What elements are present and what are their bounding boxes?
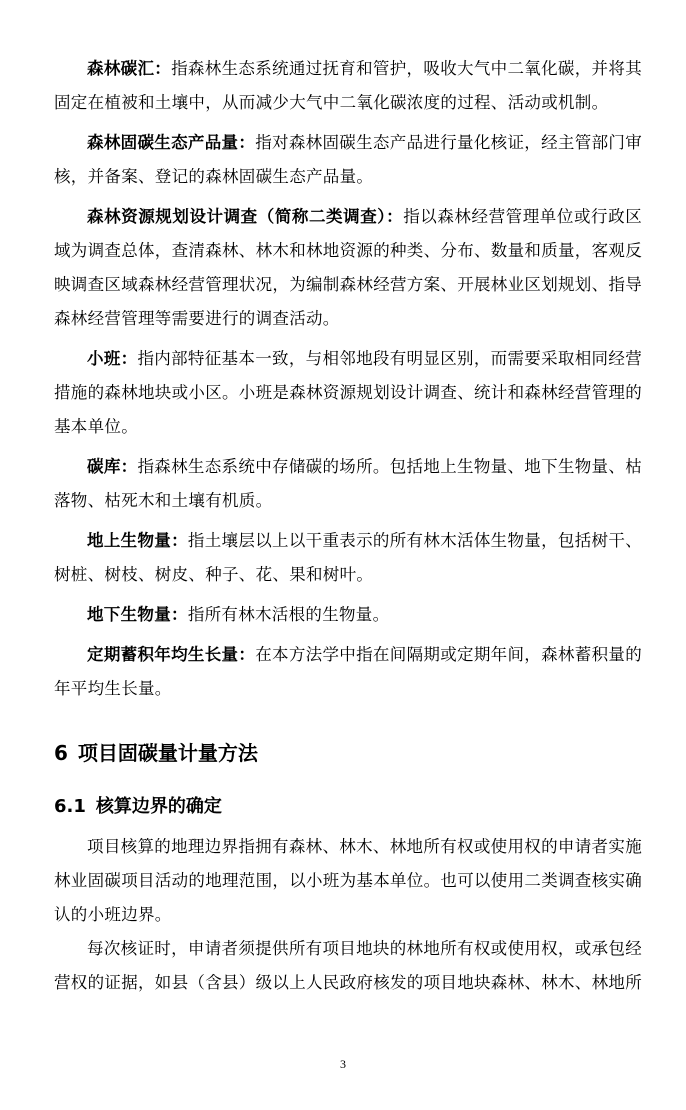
subsection-heading — [54, 790, 642, 824]
definition-aboveground-biomass — [54, 524, 642, 592]
term-label: 碳库 — [87, 457, 121, 476]
term-separator: ： — [171, 531, 188, 550]
definition-forest-carbon-sink — [54, 52, 642, 120]
term-separator: ： — [386, 207, 404, 226]
term-label: 森林资源规划设计调查（简称二类调查） — [87, 207, 387, 226]
definition-text: 在本方法学中指在间隔期或定期年间，森林蓄积量的年平均生长量。 — [54, 645, 643, 698]
definition-subcompartment — [54, 342, 642, 444]
definition-text: 指对森林固碳生态产品进行量化核证，经主管部门审核，并备案、登记的森林固碳生态产品量。 — [54, 133, 643, 186]
definition-periodic-growth — [54, 638, 642, 706]
term-separator: ： — [238, 645, 256, 664]
term-label: 定期蓄积年均生长量 — [87, 645, 239, 664]
term-label: 地上生物量 — [87, 531, 172, 550]
term-label: 森林固碳生态产品量 — [87, 133, 239, 152]
subsection-title: 核算边界的确定 — [95, 796, 222, 817]
definition-carbon-pool — [54, 450, 642, 518]
definition-text: 指土壤层以上以干重表示的所有林木活体生物量，包括树干、树桩、树枝、树皮、种子、花、果和树叶。 — [54, 531, 642, 584]
definition-text: 指森林生态系统中存储碳的场所。包括地上生物量、地下生物量、枯落物、枯死木和土壤有机质。 — [54, 457, 642, 510]
definition-forest-survey — [54, 200, 642, 336]
definition-text: 指内部特征基本一致，与相邻地段有明显区别，而需要采取相同经营措施的森林地块或小区。小班是森林资源规划设计调查、统计和森林经营管理的基本单位。 — [54, 349, 642, 436]
definition-text: 指以森林经营管理单位或行政区域为调查总体，查清森林、林木和林地资源的种类、分布、数量和质量，客观反映调查区域森林经营管理状况，为编制森林经营方案、开展林业区划规划、指导森林经营管理等需要进行的调查活动。 — [54, 207, 642, 328]
body-paragraph: 每次核证时，申请者须提供所有项目地块的林地所有权或使用权，或承包经营权的证据，如县（含县）级以上人民政府核发的项目地块森林、林木、林地所 — [54, 939, 642, 992]
term-separator: ： — [171, 605, 188, 624]
document-page — [54, 52, 642, 1000]
term-separator: ： — [120, 457, 138, 476]
section-title: 项目固碳量计量方法 — [77, 741, 258, 765]
term-label: 小班 — [87, 349, 121, 368]
definition-forest-carbon-product — [54, 126, 642, 194]
term-separator: ： — [238, 133, 256, 152]
page-number: 3 — [340, 1057, 346, 1071]
definition-text: 指所有林木活根的生物量。 — [187, 605, 390, 624]
definition-text: 指森林生态系统通过抚育和管护，吸收大气中二氧化碳，并将其固定在植被和土壤中，从而减少大气中二氧化碳浓度的过程、活动或机制。 — [54, 59, 642, 112]
subsection-number: 6.1 — [54, 796, 86, 817]
term-label: 地下生物量 — [87, 605, 171, 624]
section-heading — [54, 736, 642, 770]
section-number: 6 — [54, 741, 68, 765]
body-paragraph: 项目核算的地理边界指拥有森林、林木、林地所有权或使用权的申请者实施林业固碳项目活动的地理范围，以小班为基本单位。也可以使用二类调查核实确认的小班边界。 — [54, 837, 642, 924]
term-label: 森林碳汇 — [87, 59, 155, 78]
term-separator: ： — [120, 349, 138, 368]
definition-belowground-biomass — [54, 598, 642, 632]
term-separator: ： — [154, 59, 172, 78]
